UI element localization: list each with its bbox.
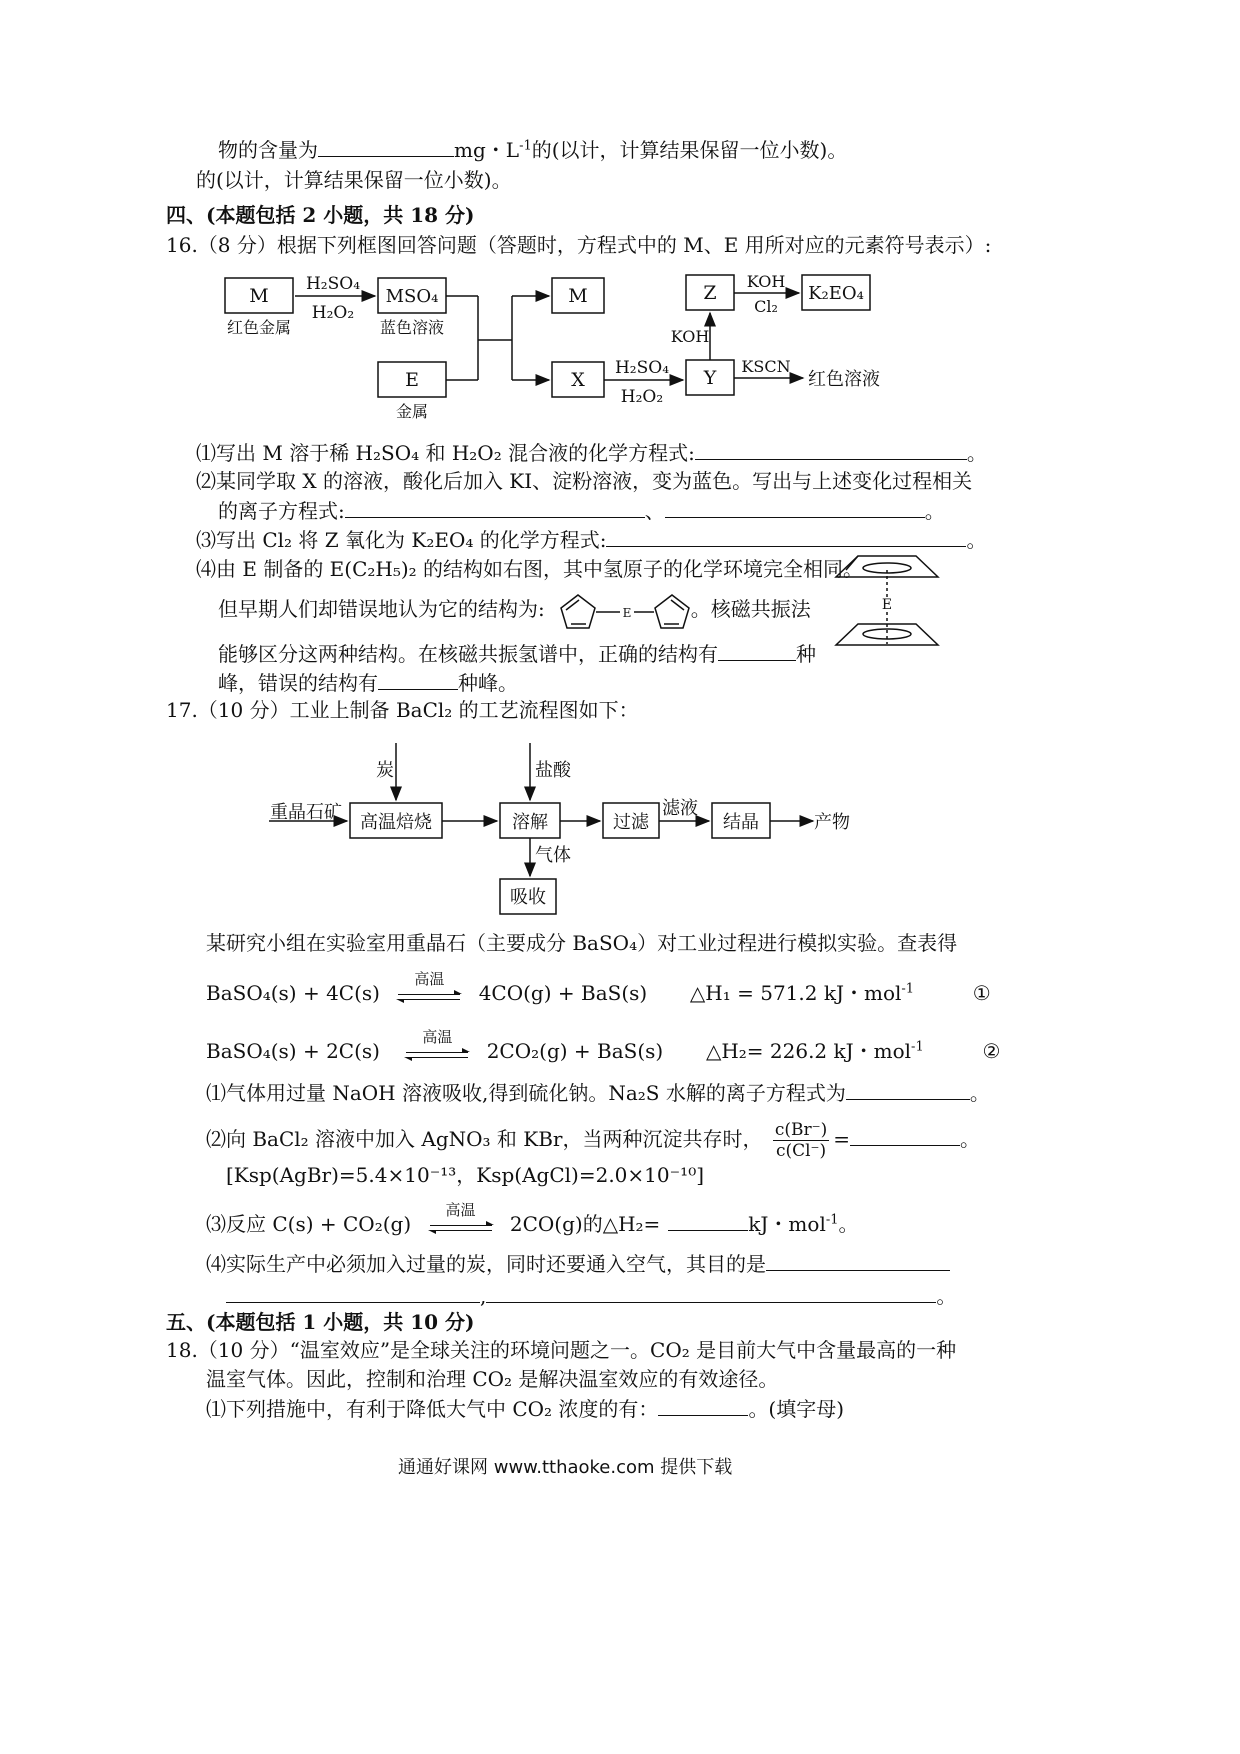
arrow3-bottom-label: Cl₂ — [754, 297, 778, 316]
label-red-solution: 红色溶液 — [808, 369, 880, 390]
arrow1-bottom-label: H₂O₂ — [311, 303, 355, 323]
ksp-values: [Ksp(AgBr)=5.4×10⁻¹³，Ksp(AgCl)=2.0×10⁻¹⁰] — [226, 1163, 705, 1187]
label-gas: 气体 — [535, 845, 571, 866]
node-m: M — [249, 285, 269, 307]
question-17: 17.（10 分）工业上制备 BaCl₂ 的工艺流程图如下： — [166, 698, 639, 722]
wrong-structure-e: E — [622, 606, 632, 620]
q16-part4c: 能够区分这两种结构。在核磁共振氢谱中，正确的结构有 种 — [218, 642, 816, 666]
answer-blank[interactable] — [668, 1210, 748, 1231]
arrow2-top-label: H₂SO₄ — [614, 358, 670, 378]
answer-blank[interactable] — [846, 1079, 970, 1100]
node-e: E — [405, 369, 419, 391]
label-product: 产物 — [814, 812, 850, 833]
sandwich-structure-e: E — [881, 597, 893, 613]
question-16: 16.（8 分）根据下列框图回答问题（答题时，方程式中的 M、E 用所对应的元素符号表示）: — [166, 233, 992, 257]
answer-blank[interactable] — [658, 1395, 748, 1416]
equilibrium-arrow: 高温 — [394, 983, 464, 1007]
answer-blank[interactable] — [486, 1282, 936, 1303]
q16-part4b: 但早期人们却错误地认为它的结构为: 。核磁共振法 — [218, 597, 811, 621]
q16-part4d: 峰，错误的结构有 种峰。 — [218, 671, 518, 695]
q17-part4-blanks: , 。 — [226, 1282, 956, 1309]
equation-1: BaSO₄(s) + 4C(s) 高温 4CO(g) + BaS(s) △H₁ = 571.2 kJ・mol$^{-1}$ ① — [206, 969, 991, 1005]
equation-2: BaSO₄(s) + 2C(s) 高温 2CO₂(g) + BaS(s) △H₂= 226.2 kJ・mol$^{-1}$ ② — [206, 1027, 1001, 1063]
node-z: Z — [703, 282, 717, 304]
q16-part3: ⑶写出 Cl₂ 将 Z 氧化为 K₂EO₄ 的化学方程式: 。 — [196, 528, 987, 552]
text-line-2: 的(以计，计算结果保留一位小数)。 — [196, 168, 512, 192]
node-crystallize: 结晶 — [723, 812, 759, 833]
note-blue-solution: 蓝色溶液 — [379, 318, 445, 337]
note-red-metal: 红色金属 — [226, 318, 292, 337]
concentration-ratio: $\frac{c(Br^-)}{c(Cl^-)}$ — [774, 1120, 828, 1161]
label-filtrate: 滤液 — [662, 798, 698, 819]
label-ore: 重晶石矿 — [270, 802, 342, 823]
q16-part2a: ⑵某同学取 X 的溶液，酸化后加入 KI、淀粉溶液，变为蓝色。写出与上述变化过程相关 — [196, 469, 973, 493]
q17-part1: ⑴气体用过量 NaOH 溶液吸收,得到硫化钠。Na₂S 水解的离子方程式为 。 — [206, 1081, 990, 1105]
arrow1-top-label: H₂SO₄ — [305, 274, 361, 294]
node-roast: 高温焙烧 — [360, 812, 432, 833]
q18-part1: ⑴下列措施中，有利于降低大气中 CO₂ 浓度的有： 。(填字母) — [206, 1397, 845, 1421]
text-line-1: 物的含量为 mg・$L^{-1}$的(以计，计算结果保留一位小数)。 — [218, 138, 848, 162]
answer-blank[interactable] — [766, 1250, 950, 1271]
node-y: Y — [703, 367, 717, 389]
section-4-heading: 四、(本题包括 2 小题，共 18 分) — [166, 203, 475, 227]
answer-blank[interactable] — [850, 1125, 960, 1146]
label-hcl: 盐酸 — [535, 760, 571, 781]
arrow3-top-label: KOH — [746, 272, 786, 291]
arrow2-bottom-label: H₂O₂ — [620, 387, 664, 407]
node-dissolve: 溶解 — [512, 812, 548, 833]
page-footer: 通通好课网 www.tthaoke.com 提供下载 — [398, 1457, 733, 1478]
label-kscn: KSCN — [741, 357, 791, 376]
node-absorb: 吸收 — [510, 887, 546, 908]
answer-blank[interactable] — [226, 1282, 480, 1303]
q16-part4a: ⑷由 E 制备的 E(C₂H₅)₂ 的结构如右图，其中氢原子的化学环境完全相同。 — [196, 557, 864, 581]
q17-intro: 某研究小组在实验室用重晶石（主要成分 BaSO₄）对工业过程进行模拟实验。查表得 — [206, 931, 958, 955]
q18-line1: 18.（10 分）“温室效应”是全球关注的环境问题之一。CO₂ 是目前大气中含量最高的一种 — [166, 1338, 957, 1362]
node-m-2: M — [568, 285, 588, 307]
q16-part2b: 的离子方程式: 、 。 — [218, 499, 945, 523]
q17-part2: ⑵向 BaCl₂ 溶液中加入 AgNO₃ 和 KBr，当两种沉淀共存时， $\frac{c(Br^-)}{c(Cl^-)}$ = 。 — [206, 1120, 980, 1161]
section-5-heading: 五、(本题包括 1 小题，共 10 分) — [166, 1310, 475, 1334]
node-filter: 过滤 — [613, 812, 649, 833]
q16-part1: ⑴写出 M 溶于稀 H₂SO₄ 和 H₂O₂ 混合液的化学方程式: 。 — [196, 441, 987, 465]
equilibrium-arrow: 高温 — [402, 1041, 472, 1065]
q18-line2: 温室气体。因此，控制和治理 CO₂ 是解决温室效应的有效途径。 — [206, 1367, 779, 1391]
label-koh-up: KOH — [670, 327, 710, 346]
node-x: X — [571, 369, 585, 391]
note-metal: 金属 — [395, 402, 429, 421]
q17-part3: ⑶反应 C(s) + CO₂(g) 高温 2CO(g)的△H₂= kJ・mol$^{-1}$。 — [206, 1200, 859, 1236]
node-mso4: MSO₄ — [385, 286, 439, 307]
label-carbon: 炭 — [376, 760, 394, 781]
node-k2eo4: K₂EO₄ — [808, 283, 864, 304]
q17-part4: ⑷实际生产中必须加入过量的炭，同时还要通入空气，其目的是 — [206, 1250, 950, 1277]
equilibrium-arrow: 高温 — [426, 1214, 496, 1238]
